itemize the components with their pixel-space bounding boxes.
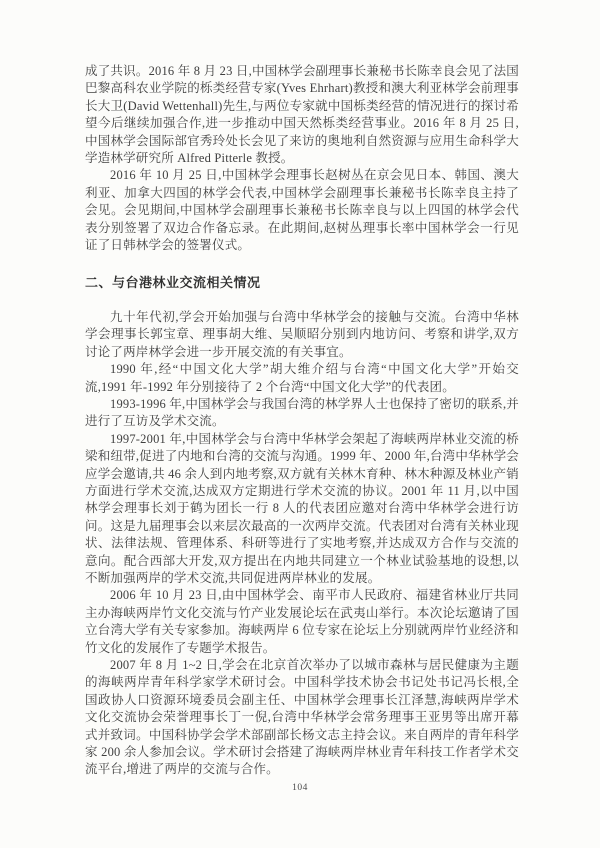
paragraph: 1997-2001 年,中国林学会与台湾中华林学会架起了海峡两岸林业交流的桥梁和纽带,促进了内地和台湾的交流与沟通。1999 年、2000 年,台湾中华林学会应学会邀请,共 46 余人到内地考察,双方就有关林木育种、林木种源及林业产销方面进行学术交流,达成双方定期进行学术交流的协议。2001 年 11 月,以中国林学会理事长刘于鹤为团长一行 8 人的代表团应邀对台湾中华林学会进行访问。这是九届理事会以来层次最高的一次两岸交流。代表团对台湾有关林业现状、法律法规、管理体系、科研等进行了实地考察,并达成双方合作与交流的意向。配合西部大开发,双方提出在内地共同建立一个林业试验基地的设想,以不断加强两岸的学术交流,共同促进两岸林业的发展。 (85, 431, 519, 585)
paragraph: 2016 年 10 月 25 日,中国林学会理事长赵树丛在京会见日本、韩国、澳大利亚、加拿大四国的林学会代表,中国林学会副理事长兼秘书长陈幸良主持了会见。会见期间,中国林学会副理事长兼秘书长陈幸良与以上四国的林学会代表分别签署了双边合作备忘录。在此期间,赵树丛理事长率中国林学会一行见证了日韩林学会的签署仪式。 (85, 168, 519, 253)
text-block (85, 63, 519, 779)
page-number: 104 (292, 783, 308, 793)
section-heading: 二、与台港林业交流相关情况 (85, 275, 261, 291)
paragraph: 1993-1996 年,中国林学会与我国台湾的林学界人士也保持了密切的联系,并进行了互访及学术交流。 (85, 396, 519, 429)
paragraph: 1990 年,经“中国文化大学”胡大维介绍与台湾“中国文化大学”开始交流,1991 年-1992 年分别接待了 2 个台湾“中国文化大学”的代表团。 (85, 362, 519, 394)
paragraph: 九十年代初,学会开始加强与台湾中华林学会的接触与交流。台湾中华林学会理事长郭宝章、理事胡大维、吴顺昭分别到内地访问、考察和讲学,双方讨论了两岸林学会进一步开展交流的有关事宜。 (85, 309, 519, 359)
paragraph: 2006 年 10 月 23 日,由中国林学会、南平市人民政府、福建省林业厅共同主办海峡两岸竹文化交流与竹产业发展论坛在武夷山举行。本次论坛邀请了国立台湾大学有关专家参加。海峡两岸 6 位专家在论坛上分别就两岸竹业经济和竹文化的发展作了专题学术报告。 (85, 588, 519, 655)
paragraph-continuation: 成了共识。2016 年 8 月 23 日,中国林学会副理事长兼秘书长陈幸良会见了法国巴黎高科农业学院的栎类经营专家(Yves Ehrhart)教授和澳大利亚林学会前理事长大卫(David Wettenhall)先生,与两位专家就中国栎类经营的情况进行的探讨希望今后继续加强合作,进一步推动中国天然栎类经营事业。2016 年 8 月 25 日,中国林学会国际部官秀玲处长会见了来访的奥地利自然资源与应用生命科学大学造林学研究所 Alfred Pitterle 教授。 (85, 64, 519, 166)
paragraph: 2007 年 8 月 1~2 日,学会在北京首次举办了以城市森林与居民健康为主题的海峡两岸青年科学家学术研讨会。中国科学技术协会书记处书记冯长根,全国政协人口资源环境委员会副主任、中国林学会理事长江泽慧,海峡两岸学术文化交流协会荣誉理事长丁一倪,台湾中华林学会常务理事王亚男等出席开幕式并致词。中国科协学会学术部副部长杨文志主持会议。来自两岸的青年科学家 200 余人参加会议。学术研讨会搭建了海峡两岸林业青年科技工作者学术交流平台,增进了两岸的交流与合作。 (85, 658, 519, 777)
